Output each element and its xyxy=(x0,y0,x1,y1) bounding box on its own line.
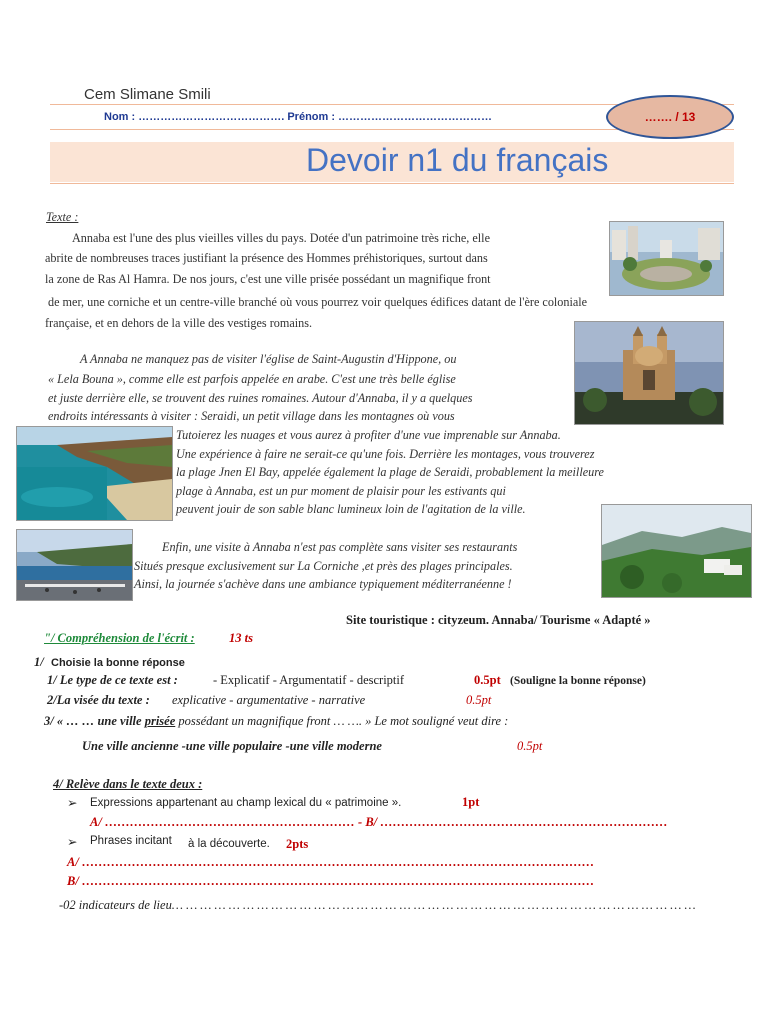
p2-line-8: plage à Annaba, est un pur moment de plaisir pour les estivants qui xyxy=(176,484,506,498)
section-points: 13 ts xyxy=(229,631,253,645)
city-square-photo xyxy=(609,221,724,296)
q3-points: 0.5pt xyxy=(517,739,543,753)
p3-line-2: Situés presque exclusivement sur La Corniche ,et près des plages principales. xyxy=(134,559,513,573)
p2-line-9: peuvent jouir de son sable blanc lumineux loin de l'agitation de la ville. xyxy=(176,502,526,516)
q4b-answer-a[interactable]: A/ …………………………………………………………………………………………………………… xyxy=(67,855,595,869)
score-badge: ……. / 13 xyxy=(606,95,734,139)
q-choose-heading: Choisie la bonne réponse xyxy=(51,657,185,669)
q2-points: 0.5pt xyxy=(466,693,492,707)
green-hills-photo xyxy=(601,504,752,598)
q4b-bullet-icon: ➢ xyxy=(67,835,78,849)
p2-line-5: Tutoierez les nuages et vous aurez à profiter d'une vue imprenable sur Annaba. xyxy=(176,428,561,442)
q3-label: 3/ « … … une ville xyxy=(44,714,142,728)
p2-line-7: la plage Jnen El Bay, appelée également la plage de Seraidi, probablement la meilleure xyxy=(176,465,604,479)
p2-line-6: Une expérience à faire ne serait-ce qu'une fois. Derrière les montages, vous trouverez xyxy=(176,447,595,461)
p1-line-2: abrite de nombreuses traces justifiant la présence des Hommes préhistoriques, surtout dans xyxy=(45,251,488,265)
p2-line-1: A Annaba ne manquez pas de visiter l'église de Saint-Augustin d'Hippone, ou xyxy=(80,352,457,366)
p1-line-1: Annaba est l'une des plus vieilles villes du pays. Dotée d'un patrimoine très riche, elle xyxy=(72,231,490,245)
school-name: Cem Slimane Smili xyxy=(84,86,211,103)
section-title: "/ Compréhension de l'écrit : xyxy=(44,631,195,645)
p2-line-3: et juste derrière elle, se trouvent des ruines romaines. Autour d'Annaba, il y a quelques xyxy=(48,391,473,405)
texte-label: Texte : xyxy=(46,210,79,224)
q4a-text: Expressions appartenant au champ lexical du « patrimoine ». xyxy=(90,797,402,809)
q3-rest: possédant un magnifique front … …. » Le mot souligné veut dire : xyxy=(178,714,509,728)
beach-cove-photo xyxy=(16,426,173,521)
p1-line-3: la zone de Ras Al Hamra. De nos jours, c'est une ville prisée possédant un magnifique front xyxy=(45,272,491,286)
q4a-bullet-icon: ➢ xyxy=(67,796,78,810)
corniche-photo xyxy=(16,529,133,601)
p1-line-4: de mer, une corniche et un centre-ville branché où vous pourrez voir quelques édifices datant de l'ère coloniale xyxy=(48,295,588,309)
q4b-points: 2pts xyxy=(286,837,309,851)
q4b-text: Phrases incitant xyxy=(90,835,172,847)
q3-question xyxy=(44,714,508,729)
page-title: Devoir n1 du français xyxy=(306,142,609,178)
q4b-answer-b[interactable]: B/ …………………………………………………………………………………………………………… xyxy=(67,874,595,888)
basilica-photo xyxy=(574,321,724,425)
source-line: Site touristique : cityzeum. Annaba/ Tourisme « Adapté » xyxy=(346,613,651,627)
q3-underlined-word: prisée xyxy=(144,714,176,728)
q1-points: 0.5pt xyxy=(474,673,501,687)
q1-options: - Explicatif - Argumentatif - descriptif xyxy=(213,673,405,687)
q-choose-number: 1/ xyxy=(34,655,44,669)
title-divider xyxy=(50,183,734,184)
name-field-row: Nom : …………………………………. Prénom : …………………………………… xyxy=(104,111,493,123)
q3-options: Une ville ancienne -une ville populaire -une ville moderne xyxy=(82,739,382,753)
q1-instruction: (Souligne la bonne réponse) xyxy=(510,675,646,687)
q2-options: explicative - argumentative - narrative xyxy=(172,693,366,707)
q4a-answer-line[interactable]: A/ …………………………………………………… - B/ …………………………………………………………… xyxy=(90,815,668,829)
p2-line-2: « Lela Bouna », comme elle est parfois appelée en arabe. C'est une très belle église xyxy=(48,372,456,386)
q1-label: 1/ Le type de ce texte est : xyxy=(47,673,178,687)
q5-lieu[interactable]: -02 indicateurs de lieu… … … … … … … … … … … … … … … … … … … … … … … … … … … … … … … … … … … … … xyxy=(59,898,696,912)
p1-line-5: française, et en dehors de la ville des vestiges romains. xyxy=(45,316,313,330)
q4a-points: 1pt xyxy=(462,795,480,809)
q4b-text-2: à la découverte. xyxy=(188,838,270,850)
p3-line-1: Enfin, une visite à Annaba n'est pas complète sans visiter ses restaurants xyxy=(162,540,518,554)
p3-line-3: Ainsi, la journée s'achève dans une ambiance typiquement méditerranéenne ! xyxy=(134,577,512,591)
p2-line-4: endroits intéressants à visiter : Seraidi, un petit village dans les montagnes où vous xyxy=(48,409,455,423)
q4-label: 4/ Relève dans le texte deux : xyxy=(53,777,203,791)
q2-label: 2/La visée du texte : xyxy=(47,693,150,707)
